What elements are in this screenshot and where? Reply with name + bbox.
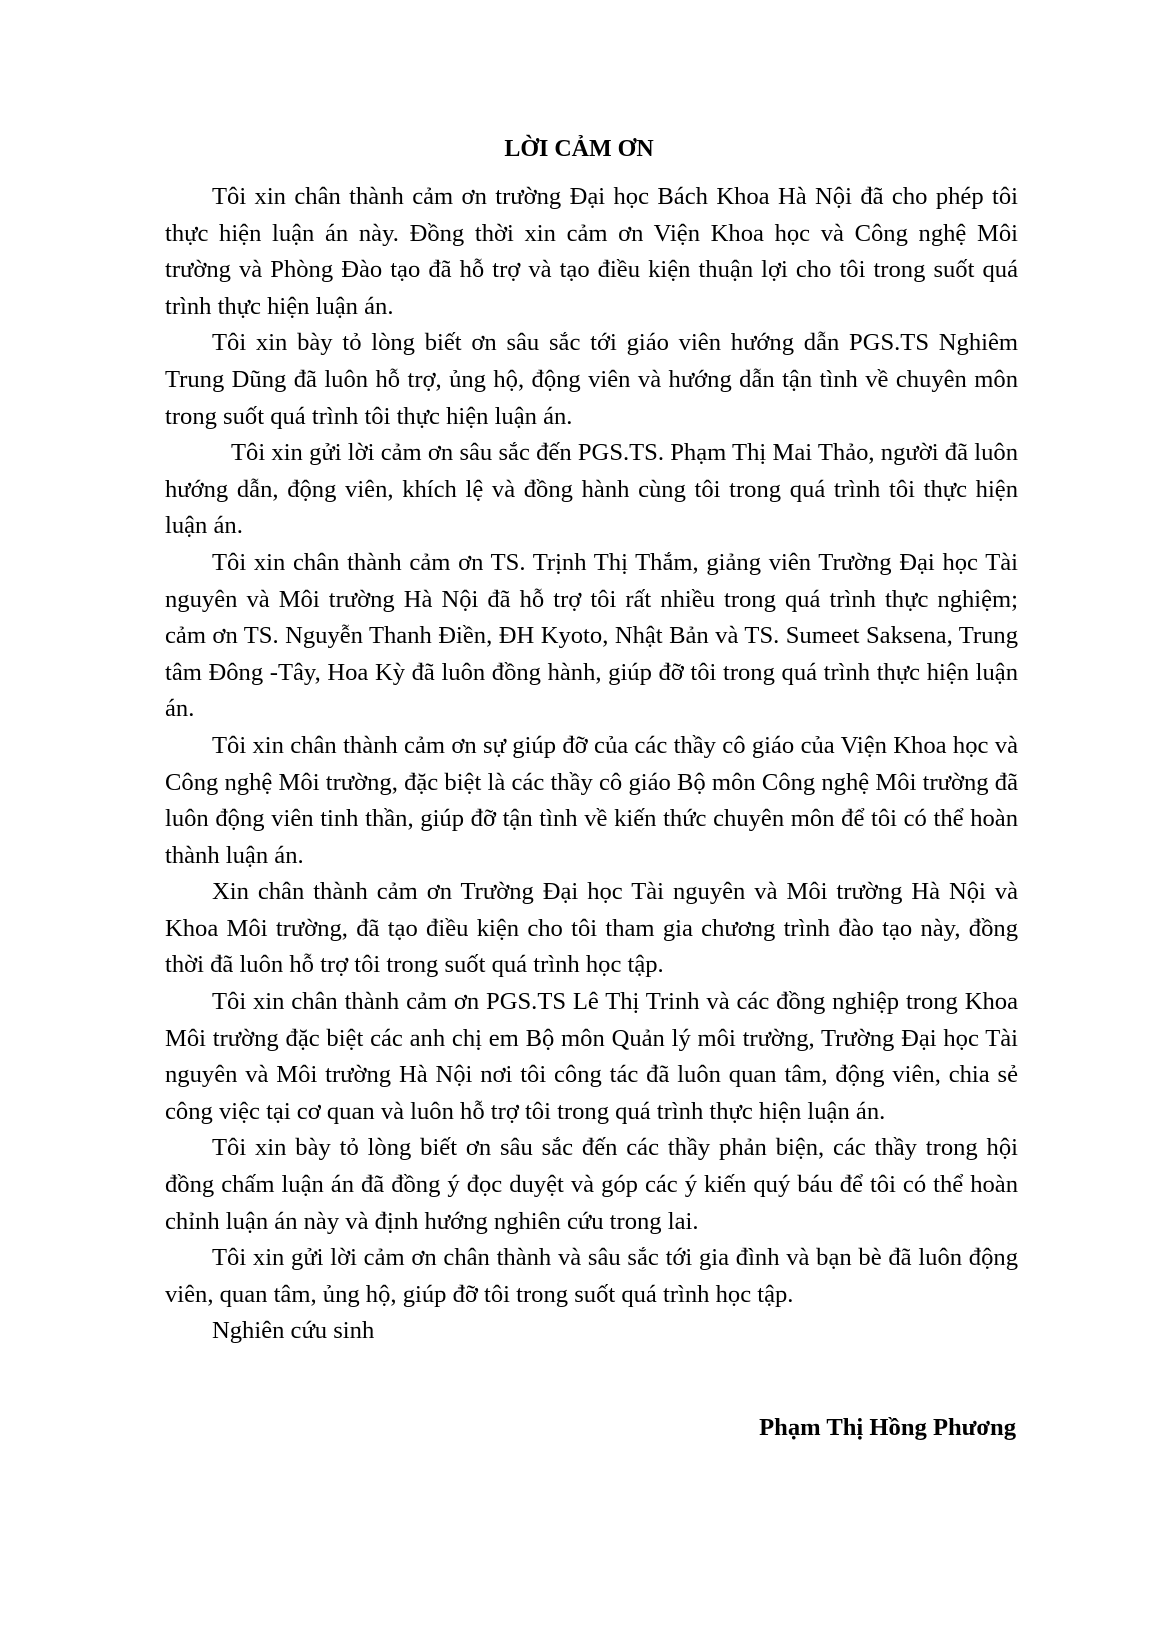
paragraph-4: Tôi xin chân thành cảm ơn TS. Trịnh Thị Thắm, giảng viên Trường Đại học Tài nguyên và Môi trường Hà Nội đã hỗ trợ tôi rất nhiều trong quá trình thực nghiệm; cảm ơn TS. Nguyễn Thanh Điền, ĐH Kyoto, Nhật Bản và TS. Sumeet Saksena, Trung tâm Đông -Tây, Hoa Kỳ đã luôn đồng hành, giúp đỡ tôi trong quá trình thực hiện luận án. [165,548,1018,723]
paragraph-2: Tôi xin bày tỏ lòng biết ơn sâu sắc tới giáo viên hướng dẫn PGS.TS Nghiêm Trung Dũng đã luôn hỗ trợ, ủng hộ, động viên và hướng dẫn tận tình về chuyên môn trong suốt quá trình tôi thực hiện luận án. [165,329,1018,430]
signature-role: Nghiên cứu sinh [212,1317,375,1345]
paragraph-3: Tôi xin gửi lời cảm ơn sâu sắc đến PGS.TS. Phạm Thị Mai Thảo, người đã luôn hướng dẫn, động viên, khích lệ và đồng hành cùng tôi trong quá trình tôi thực hiện luận án. [165,439,1018,540]
paragraph-7: Tôi xin chân thành cảm ơn PGS.TS Lê Thị Trinh và các đồng nghiệp trong Khoa Môi trường đặc biệt các anh chị em Bộ môn Quản lý môi trường, Trường Đại học Tài nguyên và Môi trường Hà Nội nơi tôi công tác đã luôn quan tâm, động viên, chia sẻ công việc tại cơ quan và luôn hỗ trợ tôi trong quá trình thực hiện luận án. [165,988,1018,1125]
paragraph-9: Tôi xin gửi lời cảm ơn chân thành và sâu sắc tới gia đình và bạn bè đã luôn động viên, quan tâm, ủng hộ, giúp đỡ tôi trong suốt quá trình học tập. [165,1244,1018,1308]
page-title: LỜI CẢM ƠN [504,136,654,162]
signature-name: Phạm Thị Hồng Phương [759,1414,1016,1441]
acknowledgement-body [165,179,1018,1350]
paragraph-6: Xin chân thành cảm ơn Trường Đại học Tài nguyên và Môi trường Hà Nội và Khoa Môi trường, đã tạo điều kiện cho tôi tham gia chương trình đào tạo này, đồng thời đã luôn hỗ trợ tôi trong suốt quá trình học tập. [165,878,1018,979]
paragraph-8: Tôi xin bày tỏ lòng biết ơn sâu sắc đến các thầy phản biện, các thầy trong hội đồng chấm luận án đã đồng ý đọc duyệt và góp các ý kiến quý báu để tôi có thể hoàn chỉnh luận án này và định hướng nghiên cứu trong lai. [165,1134,1018,1235]
paragraph-1: Tôi xin chân thành cảm ơn trường Đại học Bách Khoa Hà Nội đã cho phép tôi thực hiện luận án này. Đồng thời xin cảm ơn Viện Khoa học và Công nghệ Môi trường và Phòng Đào tạo đã hỗ trợ và tạo điều kiện thuận lợi cho tôi trong suốt quá trình thực hiện luận án. [165,183,1018,320]
paragraph-5: Tôi xin chân thành cảm ơn sự giúp đỡ của các thầy cô giáo của Viện Khoa học và Công nghệ Môi trường, đặc biệt là các thầy cô giáo Bộ môn Công nghệ Môi trường đã luôn động viên tinh thần, giúp đỡ tận tình về kiến thức chuyên môn để tôi có thể hoàn thành luận án. [165,731,1018,869]
